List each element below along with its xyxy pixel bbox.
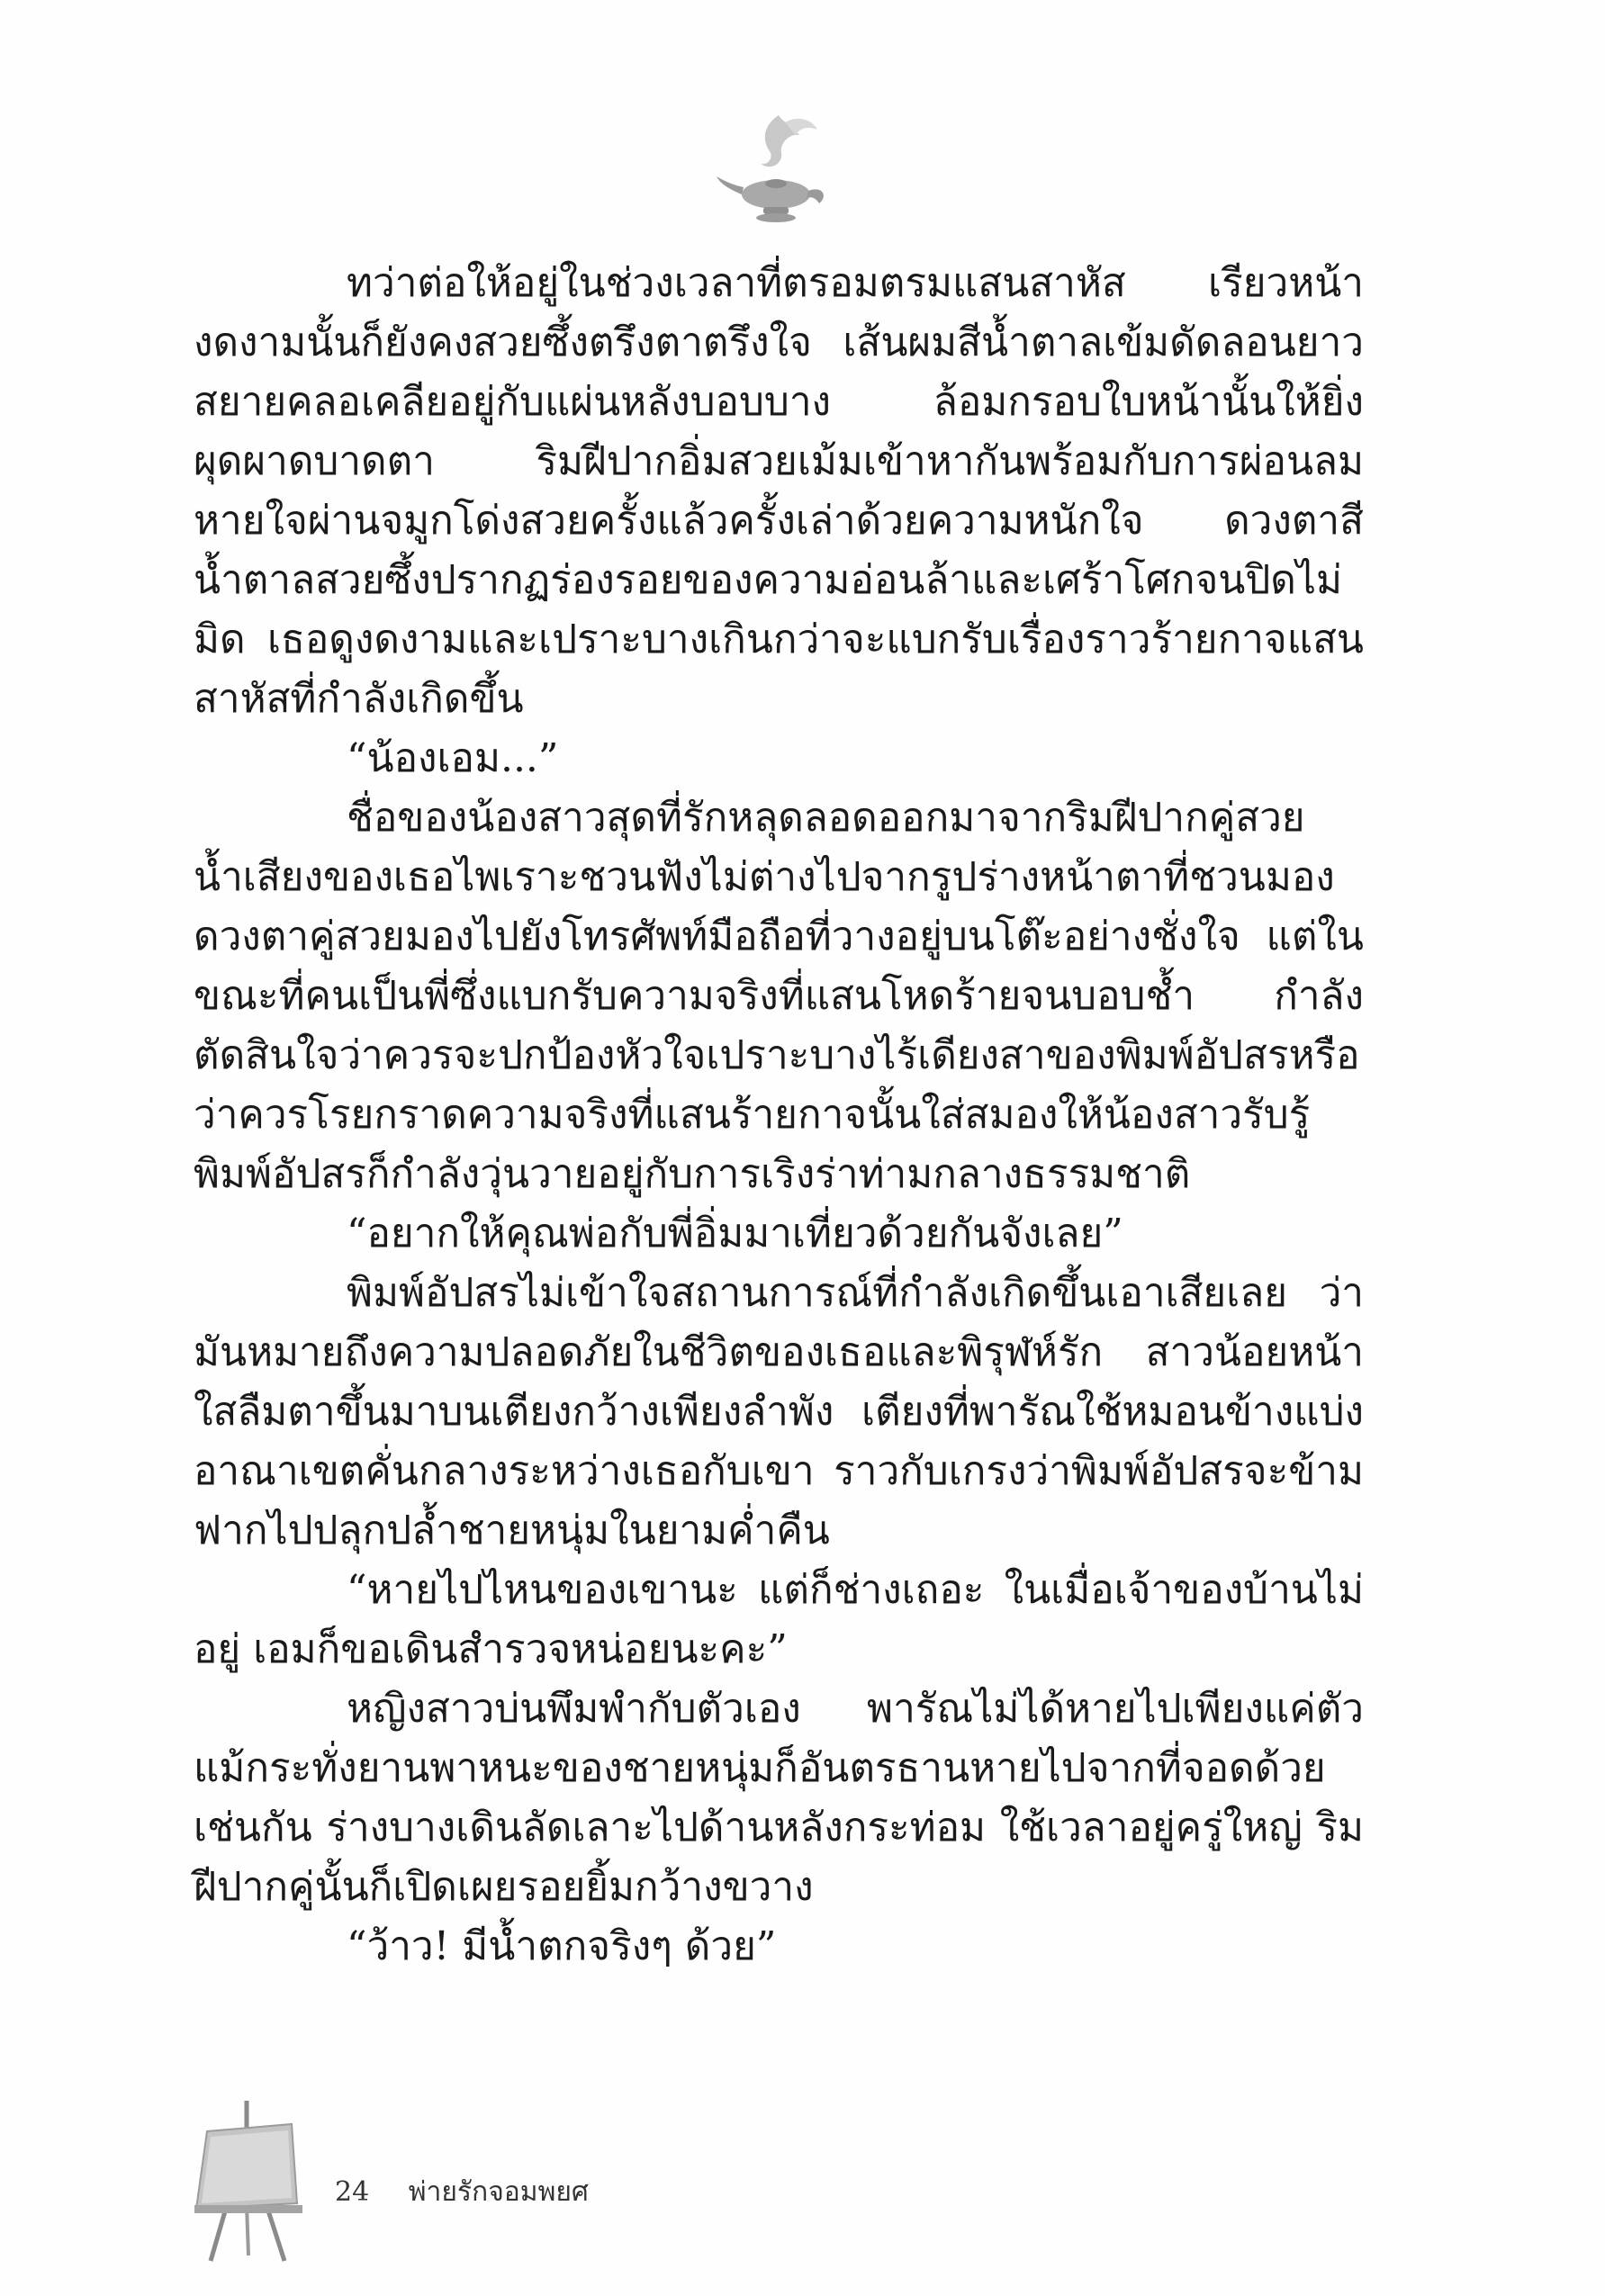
paragraph: หญิงสาวบ่นพึมพำกับตัวเอง พารัณไม่ได้หายไปเพียงแค่ตัว แม้กระทั่งยานพาหนะของชายหนุ่มก็อันตรธานหายไปจากที่จอดด้วยเช่นกัน ร่างบางเดินลัดเลาะไปด้านหลังกระท่อม ใช้เวลาอยู่ครู่ใหญ่ ริมฝีปากคู่นั้นก็เปิดเผยรอยยิ้มกว้างขวาง [194, 1686, 1364, 1910]
dialogue-line: “หายไปไหนของเขานะ แต่ก็ช่างเถอะ ในเมื่อเจ้าของบ้านไม่อยู่ เอมก็ขอเดินสำรวจหน่อยนะคะ” [194, 1567, 1364, 1672]
book-title: พ่ายรักจอมพยศ [408, 2176, 589, 2208]
dialogue-line: “น้องเอม...” [347, 735, 559, 781]
dialogue-line: “อยากให้คุณพ่อกับพี่อิ่มมาเที่ยวด้วยกันจังเลย” [347, 1211, 1123, 1256]
page-footer [335, 2171, 589, 2213]
easel-icon [191, 2097, 308, 2264]
paragraph: พิมพ์อัปสรไม่เข้าใจสถานการณ์ที่กำลังเกิดขึ้นเอาเสียเลย ว่ามันหมายถึงความปลอดภัยในชีวิตของเธอและพิรุฬห์รัก สาวน้อยหน้าใสลืมตาขึ้นมาบนเตียงกว้างเพียงลำพัง เตียงที่พารัณใช้หมอนข้างแบ่งอาณาเขตคั่นกลางระหว่างเธอกับเขา ราวกับเกรงว่าพิมพ์อัปสรจะข้ามฟากไปปลุกปล้ำชายหนุ่มในยามค่ำคืน [194, 1270, 1364, 1553]
body-text [194, 254, 1364, 1976]
paragraph: ชื่อของน้องสาวสุดที่รักหลุดลอดออกมาจากริมฝีปากคู่สวย น้ำเสียงของเธอไพเราะชวนฟังไม่ต่างไปจากรูปร่างหน้าตาที่ชวนมอง ดวงตาคู่สวยมองไปยังโทรศัพท์มือถือที่วางอยู่บนโต๊ะอย่างชั่งใจ แต่ในขณะที่คนเป็นพี่ซึ่งแบกรับความจริงที่แสนโหดร้ายจนบอบช้ำ กำลังตัดสินใจว่าควรจะปกป้องหัวใจเปราะบางไร้เดียงสาของพิมพ์อัปสรหรือว่าควรโรยกราดความจริงที่แสนร้ายกาจนั้นใส่สมองให้น้องสาวรับรู้ พิมพ์อัปสรก็กำลังวุ่นวายอยู่กับการเริงร่าท่ามกลางธรรมชาติ [194, 795, 1364, 1197]
paragraph: ทว่าต่อให้อยู่ในช่วงเวลาที่ตรอมตรมแสนสาหัส เรียวหน้างดงามนั้นก็ยังคงสวยซึ้งตรึงตาตรึงใจ เส้นผมสีน้ำตาลเข้มดัดลอนยาวสยายคลอเคลียอยู่กับแผ่นหลังบอบบาง ล้อมกรอบใบหน้านั้นให้ยิ่งผุดผาดบาดตา ริมฝีปากอิ่มสวยเม้มเข้าหากันพร้อมกับการผ่อนลมหายใจผ่านจมูกโด่งสวยครั้งแล้วครั้งเล่าด้วยความหนักใจ ดวงตาสีน้ำตาลสวยซึ้งปรากฏร่องรอยของความอ่อนล้าและเศร้าโศกจนปิดไม่มิด เธอดูงดงามและเปราะบางเกินกว่าจะแบกรับเรื่องราวร้ายกาจแสนสาหัสที่กำลังเกิดขึ้น [194, 260, 1364, 722]
magic-lamp-icon [711, 106, 842, 232]
dialogue-line: “ว้าว! มีน้ำตกจริงๆ ด้วย” [347, 1923, 777, 1969]
page-number: 24 [335, 2176, 370, 2208]
